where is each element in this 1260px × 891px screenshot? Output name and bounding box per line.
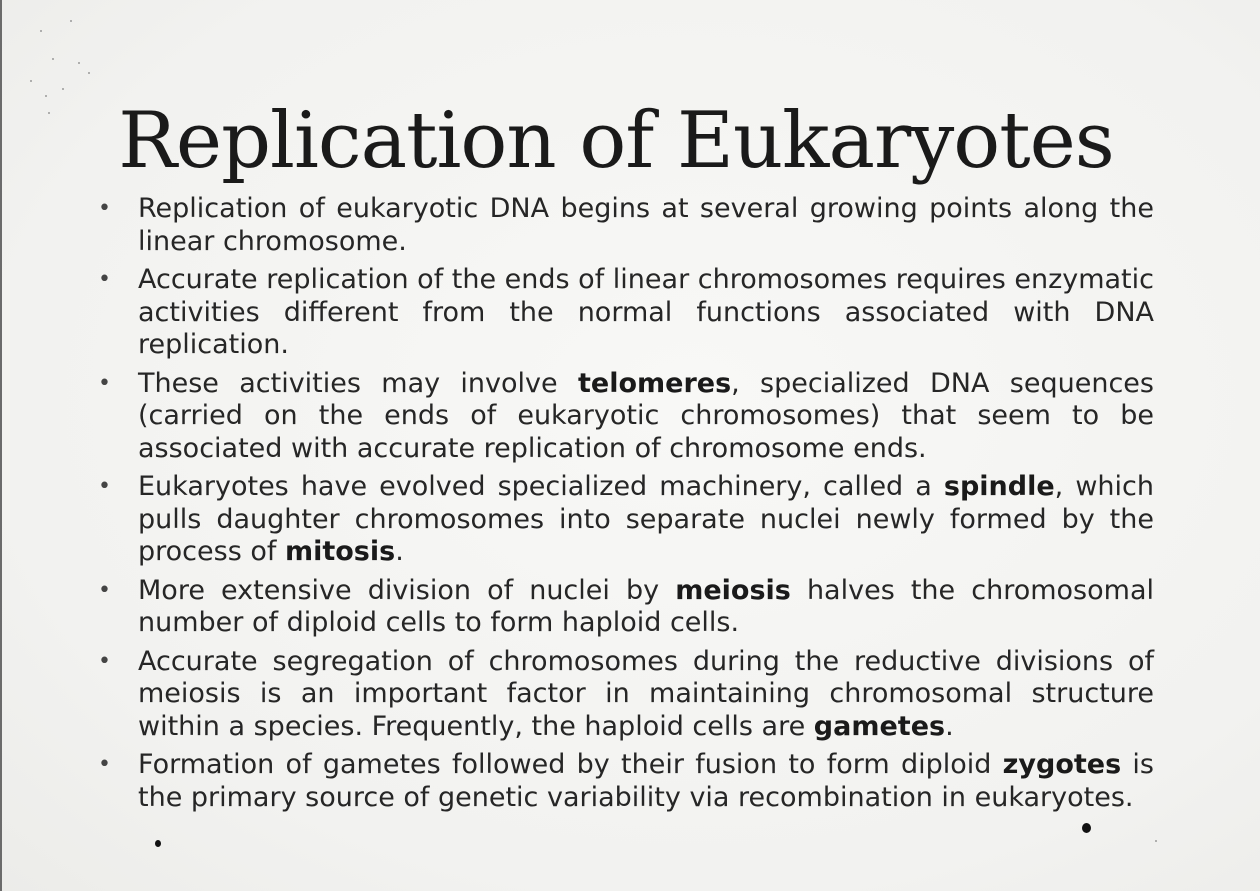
key-term: meiosis	[675, 574, 791, 606]
bullet-dot-icon: •	[98, 370, 111, 396]
bullet-text: .	[945, 710, 954, 742]
bullet-item	[96, 749, 1154, 814]
bullet-text: Accurate segregation of chromosomes during the reductive divisions of meiosis is an important factor in maintaining chromosomal structure within a species. Frequently, the haploid cells are	[138, 645, 1154, 742]
bullet-text: , specialized DNA sequences (carried on the ends of eukaryotic chromosomes) that seem to be associated with accurate replication of chromosome ends.	[138, 367, 1154, 464]
bullet-dot-icon: •	[98, 577, 111, 603]
bullet-dot-icon: •	[98, 267, 111, 292]
bullet-text: Eukaryotes have evolved specialized machinery, called a	[138, 471, 944, 502]
bullet-item	[96, 575, 1154, 640]
key-term: mitosis	[284, 536, 396, 567]
scan-noise	[40, 30, 42, 32]
scan-speck	[155, 840, 161, 847]
bullet-text: Accurate replication of the ends of linear chromosomes requires enzymatic activities different from the normal functions associated with DNA replication.	[138, 264, 1154, 360]
scan-noise	[52, 58, 54, 60]
bullet-item	[96, 646, 1154, 744]
bullet-text: More extensive division of nuclei by	[138, 574, 676, 606]
scan-noise	[62, 88, 64, 90]
scan-noise	[45, 95, 47, 97]
slide-title: Replication of Eukaryotes	[118, 96, 1114, 186]
bullet-text: halves the chromosomal number of diploid cells to form haploid cells.	[138, 574, 1154, 638]
bullet-text: These activities may involve	[138, 367, 578, 399]
key-term: spindle	[943, 471, 1055, 502]
bullet-list	[96, 193, 1154, 820]
bullet-item	[96, 264, 1154, 362]
bullet-dot-icon: •	[98, 648, 111, 674]
bullet-text: Formation of gametes followed by their fusion to form diploid	[138, 749, 1003, 780]
bullet-item	[96, 368, 1154, 466]
scan-noise	[78, 62, 80, 64]
scan-noise	[70, 20, 72, 22]
scan-noise	[1155, 840, 1157, 842]
bullet-dot-icon: •	[98, 474, 111, 499]
bullet-text: .	[395, 536, 404, 567]
bullet-item	[96, 193, 1154, 258]
scan-speck	[1082, 823, 1091, 833]
scan-noise	[88, 72, 90, 74]
key-term: telomeres	[577, 367, 732, 399]
bullet-dot-icon: •	[98, 752, 111, 777]
bullet-text: is the primary source of genetic variability via recombination in eukaryotes.	[138, 749, 1155, 813]
bullet-item	[96, 471, 1154, 569]
bullet-dot-icon: •	[98, 196, 111, 221]
key-term: gametes	[813, 710, 946, 742]
scan-noise	[48, 112, 50, 114]
bullet-text: Replication of eukaryotic DNA begins at several growing points along the linear chromosome.	[138, 193, 1154, 257]
bullet-text: , which pulls daughter chromosomes into separate nuclei newly formed by the process of	[138, 471, 1154, 567]
scan-noise	[30, 80, 32, 82]
key-term: zygotes	[1002, 749, 1122, 780]
